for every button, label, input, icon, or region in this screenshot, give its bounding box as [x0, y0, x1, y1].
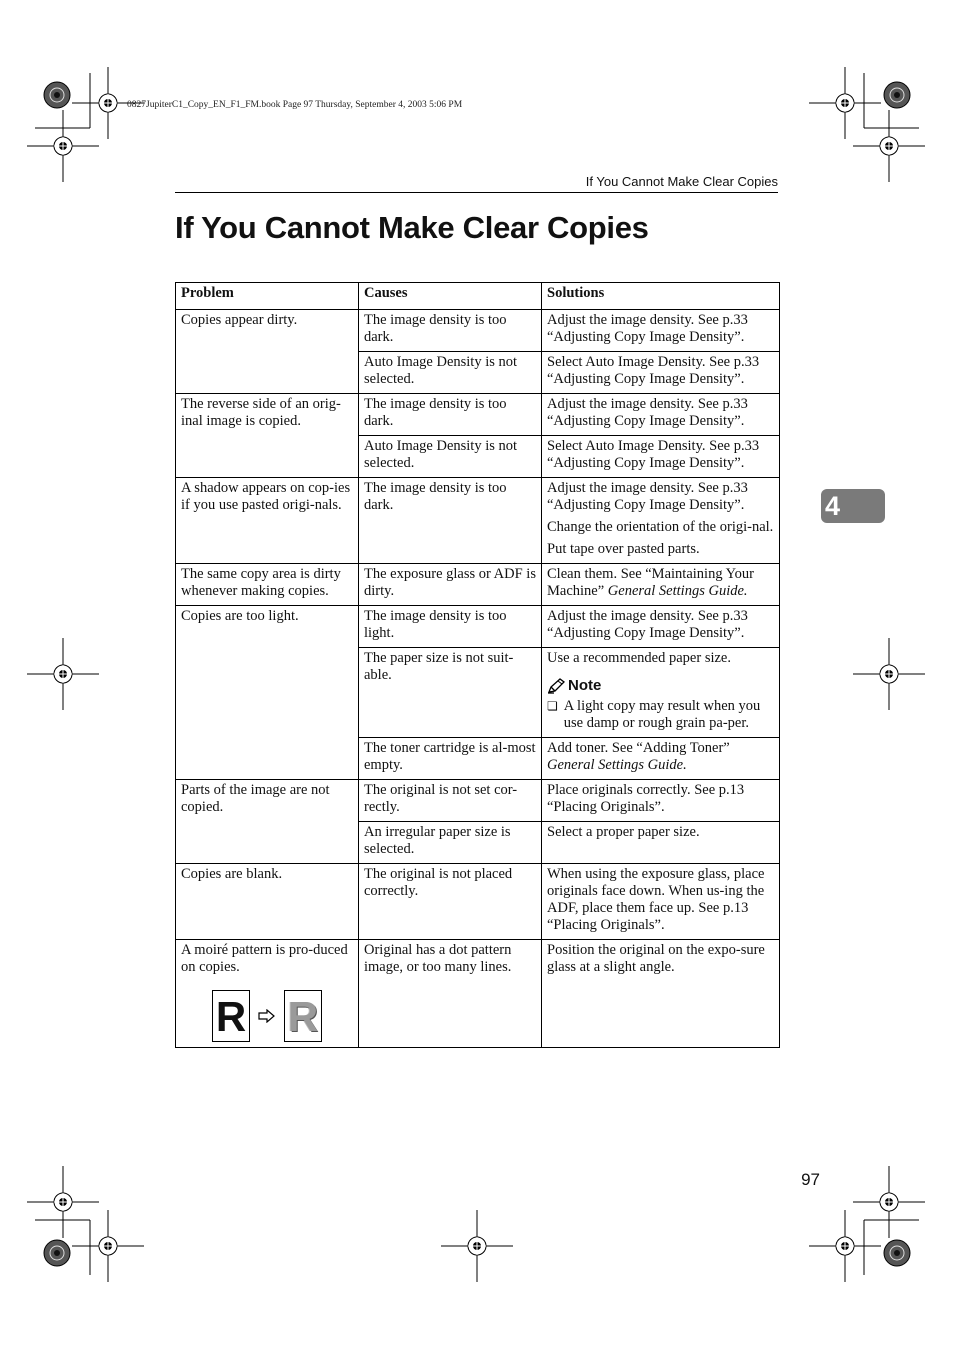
cause-cell: The image density is too dark.: [359, 310, 542, 352]
problem-cell: [176, 864, 359, 940]
solution-cell: [542, 864, 780, 940]
solution-cell: [542, 648, 780, 738]
solution-line: Add toner. See “Adding Toner”: [547, 740, 730, 756]
problem-text: The same copy area is dirty whenever making copies.: [181, 566, 341, 599]
header-causes: Causes: [359, 283, 542, 310]
cause-cell: The original is not placed correctly.: [359, 864, 542, 940]
cause-cell: The toner cartridge is al-most empty.: [359, 738, 542, 780]
table-row: [176, 564, 780, 606]
problem-text: A moiré pattern is pro-duced on copies.: [181, 942, 348, 975]
solution-line: Use a recommended paper size.: [547, 650, 731, 666]
solution-text: [547, 740, 774, 774]
solution-line: Select Auto Image Density. See p.33 “Adjusting Copy Image Density”.: [547, 354, 760, 387]
solution-line: Place originals correctly. See p.13 “Placing Originals”.: [547, 782, 745, 815]
solution-line: Position the original on the expo-sure glass at a slight angle.: [547, 942, 765, 975]
solution-text: [547, 480, 774, 514]
cause-cell: The image density is too dark.: [359, 478, 542, 564]
solution-text: [547, 354, 774, 388]
table-row: [176, 940, 780, 1048]
solution-cell: [542, 394, 780, 436]
solution-line: Adjust the image density. See p.33 “Adjusting Copy Image Density”.: [547, 608, 748, 641]
solution-line: Change the orientation of the origi-nal.: [547, 519, 774, 535]
problem-text: Parts of the image are not copied.: [181, 782, 330, 815]
solution-cell: [542, 780, 780, 822]
problem-cell: [176, 394, 359, 478]
note-heading: [547, 677, 774, 694]
solution-text: [547, 566, 774, 600]
solution-cell: [542, 310, 780, 352]
solution-text: [547, 824, 774, 841]
problem-cell: [176, 310, 359, 394]
solution-line: Put tape over pasted parts.: [547, 541, 700, 557]
solution-text: [547, 312, 774, 346]
solution-text: [547, 866, 774, 934]
arrow-right-icon: [258, 1009, 276, 1023]
problem-text: Copies are too light.: [181, 608, 299, 624]
cause-cell: The paper size is not suit-able.: [359, 648, 542, 738]
solution-line: Adjust the image density. See p.33 “Adjusting Copy Image Density”.: [547, 480, 748, 513]
original-r-sample: R: [212, 990, 250, 1042]
solution-line: Clean them. See “Maintaining Your Machine”: [547, 566, 755, 599]
cause-cell: Auto Image Density is not selected.: [359, 352, 542, 394]
table-row: [176, 310, 780, 352]
table-body: [176, 310, 780, 1048]
solution-text: [547, 608, 774, 642]
solution-text: [547, 942, 774, 976]
reference-guide-title: General Settings Guide.: [607, 583, 748, 599]
problem-cell: [176, 940, 359, 1048]
cause-cell: The image density is too light.: [359, 606, 542, 648]
pencil-note-icon: [547, 678, 565, 694]
header-rule: [175, 192, 778, 193]
table-row: [176, 864, 780, 940]
header-solutions: Solutions: [542, 283, 780, 310]
table-row: [176, 394, 780, 436]
problem-cell: [176, 564, 359, 606]
cause-cell: An irregular paper size is selected.: [359, 822, 542, 864]
problem-text: A shadow appears on cop-ies if you use pasted origi-nals.: [181, 480, 351, 513]
note-text: A light copy may result when you use damp or rough grain pa-per.: [563, 698, 761, 731]
checkbox-bullet-icon: ❏: [547, 699, 558, 713]
cause-cell: Auto Image Density is not selected.: [359, 436, 542, 478]
problem-cell: [176, 478, 359, 564]
note-item: [547, 698, 774, 732]
solution-text: [547, 438, 774, 472]
solution-cell: [542, 822, 780, 864]
solution-cell: [542, 352, 780, 394]
problem-cell: [176, 606, 359, 780]
problem-text: Copies appear dirty.: [181, 312, 298, 328]
solution-line: Select a proper paper size.: [547, 824, 700, 840]
solution-cell: [542, 436, 780, 478]
solution-text: [547, 396, 774, 430]
table-row: [176, 478, 780, 564]
cause-cell: The image density is too dark.: [359, 394, 542, 436]
solution-cell: [542, 738, 780, 780]
page-number: 97: [801, 1170, 820, 1189]
page-title: If You Cannot Make Clear Copies: [175, 210, 649, 245]
moire-r-sample: R: [284, 990, 322, 1042]
print-info: 0827JupiterC1_Copy_EN_F1_FM.book Page 97 Thursday, September 4, 2003 5:06 PM: [127, 100, 463, 110]
problem-text: The reverse side of an orig-inal image is copied.: [181, 396, 341, 429]
problem-text: Copies are blank.: [181, 866, 283, 882]
table-header-row: [176, 283, 780, 310]
chapter-tab: 4: [821, 489, 885, 523]
cause-cell: Original has a dot pattern image, or too many lines.: [359, 940, 542, 1048]
solution-line: Adjust the image density. See p.33 “Adjusting Copy Image Density”.: [547, 312, 748, 345]
solution-line: When using the exposure glass, place originals face down. When us-ing the ADF, place them face up. See p.13 “Placing Originals”.: [547, 866, 765, 933]
note-label: Note: [568, 677, 602, 694]
solution-cell: [542, 606, 780, 648]
table-row: [176, 606, 780, 648]
solution-cell: [542, 940, 780, 1048]
solution-text: [547, 541, 774, 558]
running-head: If You Cannot Make Clear Copies: [585, 174, 778, 189]
moire-illustration: [212, 990, 353, 1042]
reference-guide-title: General Settings Guide.: [547, 757, 687, 773]
table-row: [176, 780, 780, 822]
solution-text: [547, 650, 774, 667]
cause-cell: The original is not set cor-rectly.: [359, 780, 542, 822]
header-problem: Problem: [176, 283, 359, 310]
cause-cell: The exposure glass or ADF is dirty.: [359, 564, 542, 606]
problem-cell: [176, 780, 359, 864]
troubleshooting-table: [175, 282, 780, 1048]
solution-text: [547, 519, 774, 536]
solution-line: Select Auto Image Density. See p.33 “Adjusting Copy Image Density”.: [547, 438, 760, 471]
solution-cell: [542, 478, 780, 564]
solution-line: Adjust the image density. See p.33 “Adjusting Copy Image Density”.: [547, 396, 748, 429]
solution-text: [547, 782, 774, 816]
solution-cell: [542, 564, 780, 606]
